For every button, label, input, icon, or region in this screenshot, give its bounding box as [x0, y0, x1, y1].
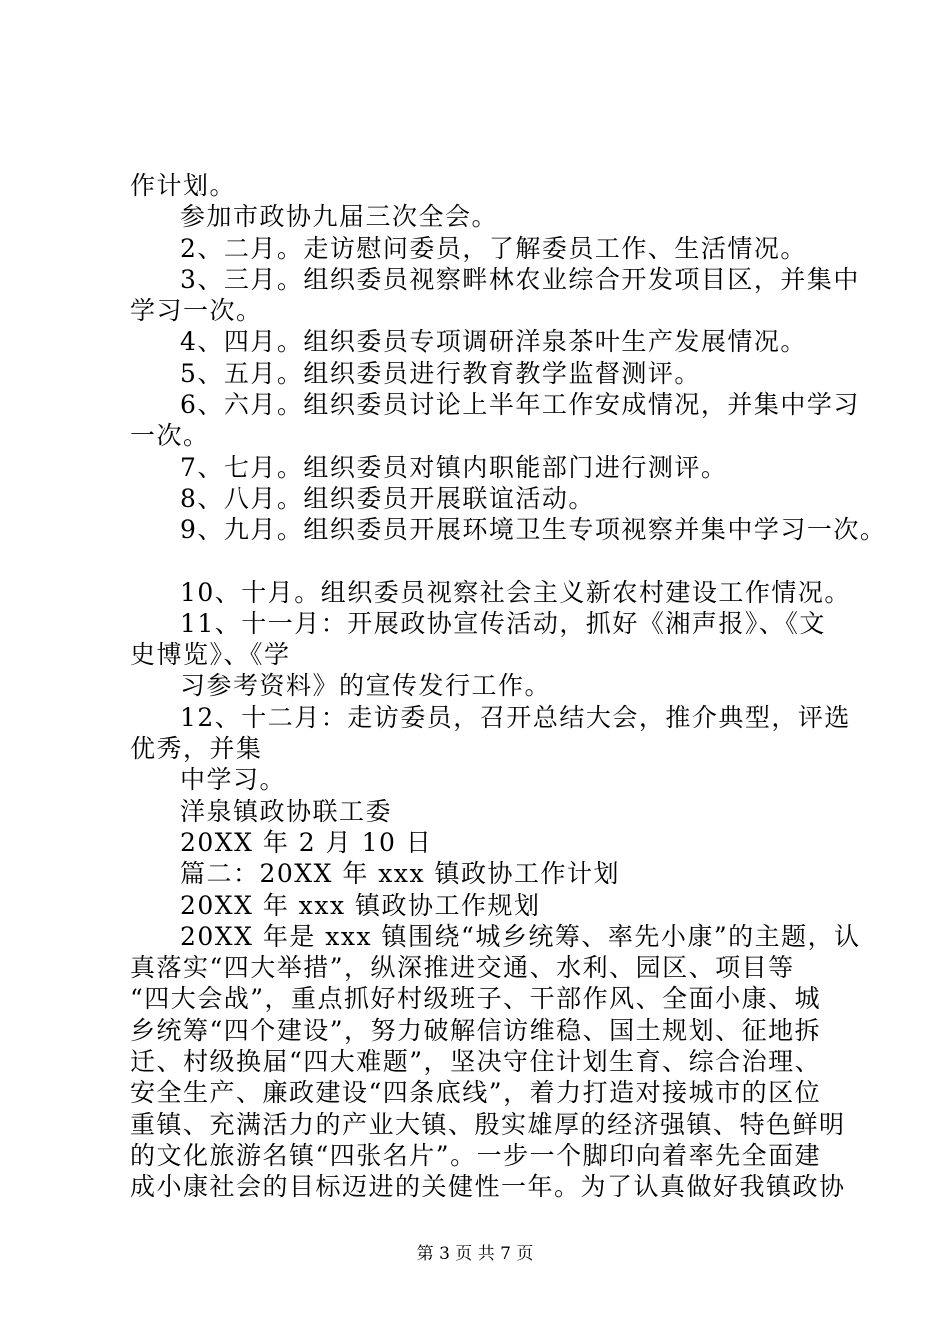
text-line: 真落实“四大举措”，纵深推进交通、水利、园区、项目等 [130, 953, 795, 983]
text-line: 学习一次。 [130, 296, 263, 326]
text-line: 11、十一月：开展政协宣传活动，抓好《湘声报》、《文 [180, 608, 826, 638]
text-line: 成小康社会的目标迈进的关健性一年。为了认真做好我镇政协 [130, 1172, 846, 1202]
paragraph-gap [130, 546, 850, 577]
section-subtitle: 20XX 年 xxx 镇政协工作规划 [180, 890, 541, 920]
text-line: 7、七月。组织委员对镇内职能部门进行测评。 [180, 452, 728, 482]
text-line: 20XX 年是 xxx 镇围绕“城乡统筹、率先小康”的主题，认 [180, 921, 861, 951]
text-line: 3、三月。组织委员视察畔林农业综合开发项目区，并集中 [180, 264, 860, 294]
text-line: 参加市政协九届三次全会。 [180, 202, 499, 232]
text-line: 10、十月。组织委员视察社会主义新农村建设工作情况。 [180, 577, 851, 607]
text-line: 中学习。 [180, 765, 287, 795]
text-line: 2、二月。走访慰问委员，了解委员工作、生活情况。 [180, 233, 807, 263]
text-line: 5、五月。组织委员进行教育教学监督测评。 [180, 358, 701, 388]
page-number: 第 3 页 共 7 页 [416, 1244, 534, 1264]
text-line: “四大会战”，重点抓好村级班子、干部作风、全面小康、城 [130, 984, 822, 1014]
text-line: 一次。 [130, 421, 210, 451]
text-line: 作计划。 [130, 171, 237, 200]
signature-org: 洋泉镇政协联工委 [180, 796, 393, 826]
text-line: 史博览》、《学 [130, 640, 291, 670]
document-body [130, 170, 887, 1203]
text-line: 8、八月。组织委员开展联谊活动。 [180, 483, 595, 513]
signature-date: 20XX 年 2 月 10 日 [180, 827, 433, 857]
text-line: 4、四月。组织委员专项调研洋泉茶叶生产发展情况。 [180, 327, 807, 357]
text-line: 安全生产、廉政建设“四条底线”，着力打造对接城市的区位 [130, 1078, 822, 1108]
text-line: 重镇、充满活力的产业大镇、殷实雄厚的经济强镇、特色鲜明 [130, 1109, 846, 1139]
text-line: 9、九月。组织委员开展环境卫生专项视察并集中学习一次。 [180, 515, 887, 545]
text-line: 6、六月。组织委员讨论上半年工作安成情况，并集中学习 [180, 390, 860, 420]
text-line: 优秀，并集 [130, 734, 263, 764]
text-line: 乡统筹“四个建设”，努力破解信访维稳、国土规划、征地拆 [130, 1015, 822, 1045]
text-line: 12、十二月：走访委员，召开总结大会，推介典型，评选 [180, 702, 851, 732]
text-line: 习参考资料》的宣传发行工作。 [180, 671, 552, 701]
section-heading: 篇二：20XX 年 xxx 镇政协工作计划 [180, 859, 621, 889]
text-line: 的文化旅游名镇“四张名片”。一步一个脚印向着率先全面建 [130, 1140, 822, 1170]
text-line: 迁、村级换届“四大难题”，坚决守住计划生育、综合治理、 [130, 1047, 822, 1077]
